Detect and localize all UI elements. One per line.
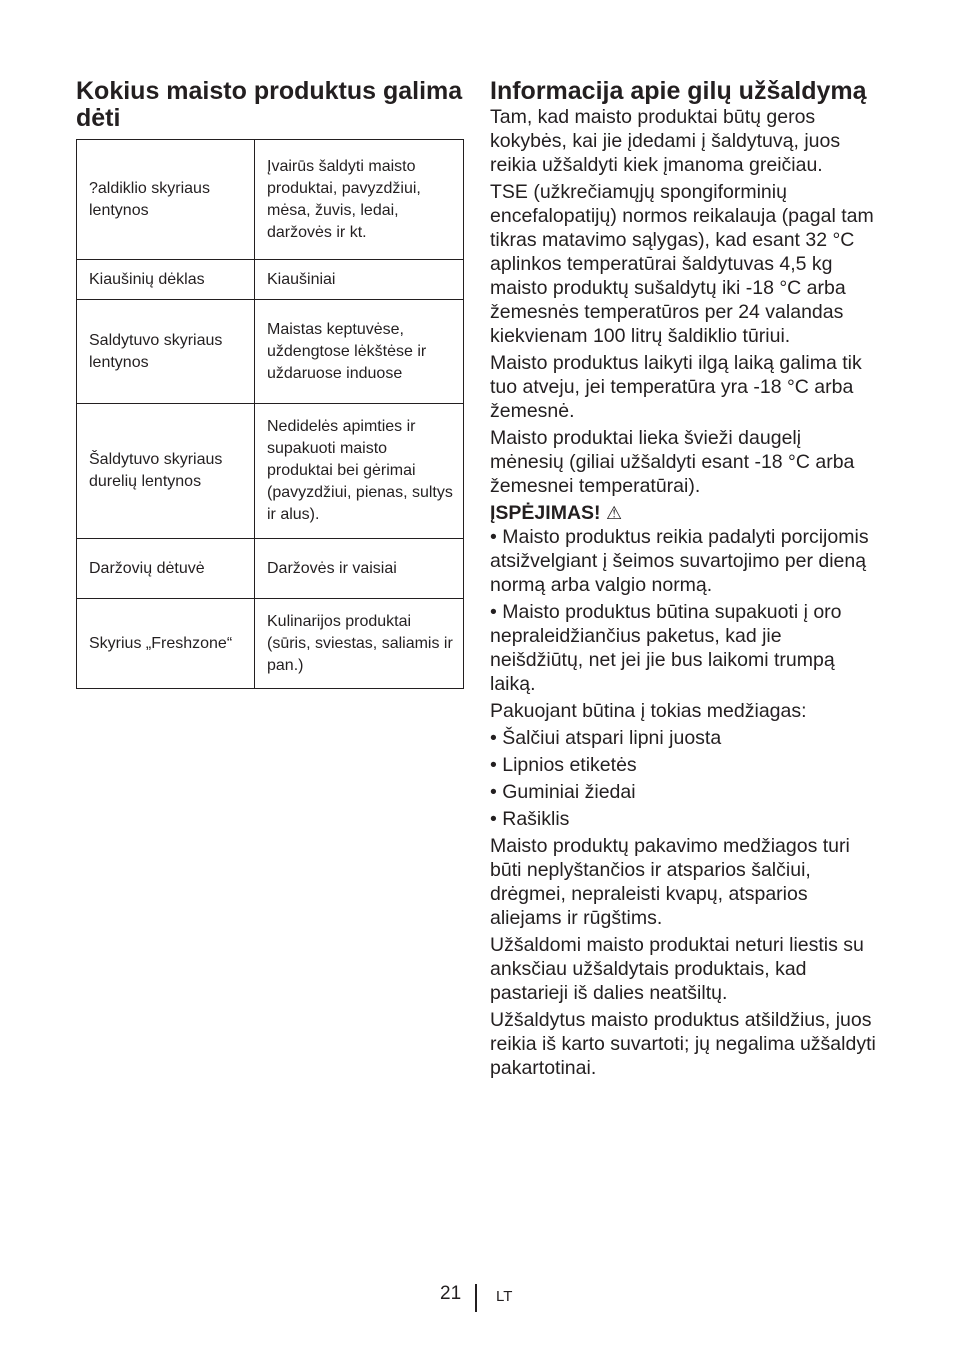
food-placement-table (76, 139, 464, 689)
warning-heading (490, 501, 876, 525)
table-cell-items: Maistas keptuvėse, uždengtose lėkštėse ir uždaruose induose (255, 300, 464, 404)
paragraph: TSE (užkrečiamųjų spongiforminių encefalopatijų) normos reikalauja (pagal tam tikras matavimo sąlygas), kad esant 32 °C aplinkos temperatūrai šaldytuvas 4,5 kg maisto produktų sušaldytų iki -18 °C arba žemesnės temperatūros per 24 valandas kiekvienam 100 litrų šaldiklio tūriui. (490, 181, 874, 347)
list-item: • Guminiai žiedai (490, 781, 636, 803)
table-row (77, 140, 464, 260)
list-item: • Šalčiui atspari lipni juosta (490, 727, 722, 749)
table-cell-place: Kiaušinių dėklas (77, 260, 255, 300)
page-number: 21 (440, 1283, 462, 1304)
paragraph: Maisto produktus laikyti ilgą laiką galima tik tuo atveju, jei temperatūra yra -18 °C arba žemesnė. (490, 352, 862, 422)
left-heading: Kokius maisto produktus galima dėti (76, 77, 463, 132)
list-item: • Rašiklis (490, 808, 570, 830)
table-cell-items: Nedidelės apimties ir supakuoti maisto produktai bei gėrimai (pavyzdžiui, pienas, sultys ir alus). (255, 404, 464, 539)
warning-bullet: • Maisto produktus reikia padalyti porcijomis atsižvelgiant į šeimos suvartojimo per dieną normą arba valgio normą. (490, 526, 869, 596)
table-cell-place: ?aldiklio skyriaus lentynos (77, 140, 255, 260)
table-row (77, 300, 464, 404)
right-heading: Informacija apie gilų užšaldymą (490, 77, 867, 105)
warning-triangle-icon: ⚠ (605, 503, 623, 523)
footer-divider (475, 1284, 477, 1312)
paragraph: Maisto produktų pakavimo medžiagos turi būti neplyštančios ir atsparios šalčiui, drėgmei, nepraleisti kvapų, atsparios aliejams ir rūgštims. (490, 835, 850, 929)
language-code: LT (496, 1288, 513, 1305)
table-cell-items: Įvairūs šaldyti maisto produktai, pavyzdžiui, mėsa, žuvis, ledai, daržovės ir kt. (255, 140, 464, 260)
warning-bullet: • Maisto produktus būtina supakuoti į oro nepraleidžiančius paketus, kad jie neišdžiūtų, net jei jie bus laikomi trumpą laiką. (490, 601, 842, 695)
paragraph: Tam, kad maisto produktai būtų geros kokybės, kai jie įdedami į šaldytuvą, juos reikia užšaldyti kiek įmanoma greičiau. (490, 106, 841, 176)
paragraph: Užšaldytus maisto produktus atšildžius, juos reikia iš karto suvartoti; jų negalima užšaldyti pakartotinai. (490, 1009, 876, 1079)
table-cell-place: Daržovių dėtuvė (77, 539, 255, 599)
table-row (77, 404, 464, 539)
table-row (77, 599, 464, 689)
table-cell-place: Skyrius „Freshzone“ (77, 599, 255, 689)
right-body (490, 105, 876, 1080)
table-row (77, 539, 464, 599)
table-cell-place: Šaldytuvo skyriaus durelių lentynos (77, 404, 255, 539)
warning-label: ĮSPĖJIMAS! (490, 502, 601, 524)
page-footer (0, 1280, 954, 1314)
paragraph: Maisto produktai lieka švieži daugelį mėnesių (giliai užšaldyti esant -18 °C arba žemesnei temperatūrai). (490, 427, 855, 497)
left-column (76, 78, 463, 689)
materials-intro: Pakuojant būtina į tokias medžiagas: (490, 700, 807, 722)
table-row (77, 260, 464, 300)
table-cell-items: Kulinarijos produktai (sūris, sviestas, saliamis ir pan.) (255, 599, 464, 689)
table-cell-items: Daržovės ir vaisiai (255, 539, 464, 599)
table-cell-place: Saldytuvo skyriaus lentynos (77, 300, 255, 404)
paragraph: Užšaldomi maisto produktai neturi liestis su anksčiau užšaldytais produktais, kad pastarieji iš dalies neatšiltų. (490, 934, 864, 1004)
table-cell-items: Kiaušiniai (255, 260, 464, 300)
list-item: • Lipnios etiketės (490, 754, 637, 776)
right-column (490, 78, 876, 1083)
